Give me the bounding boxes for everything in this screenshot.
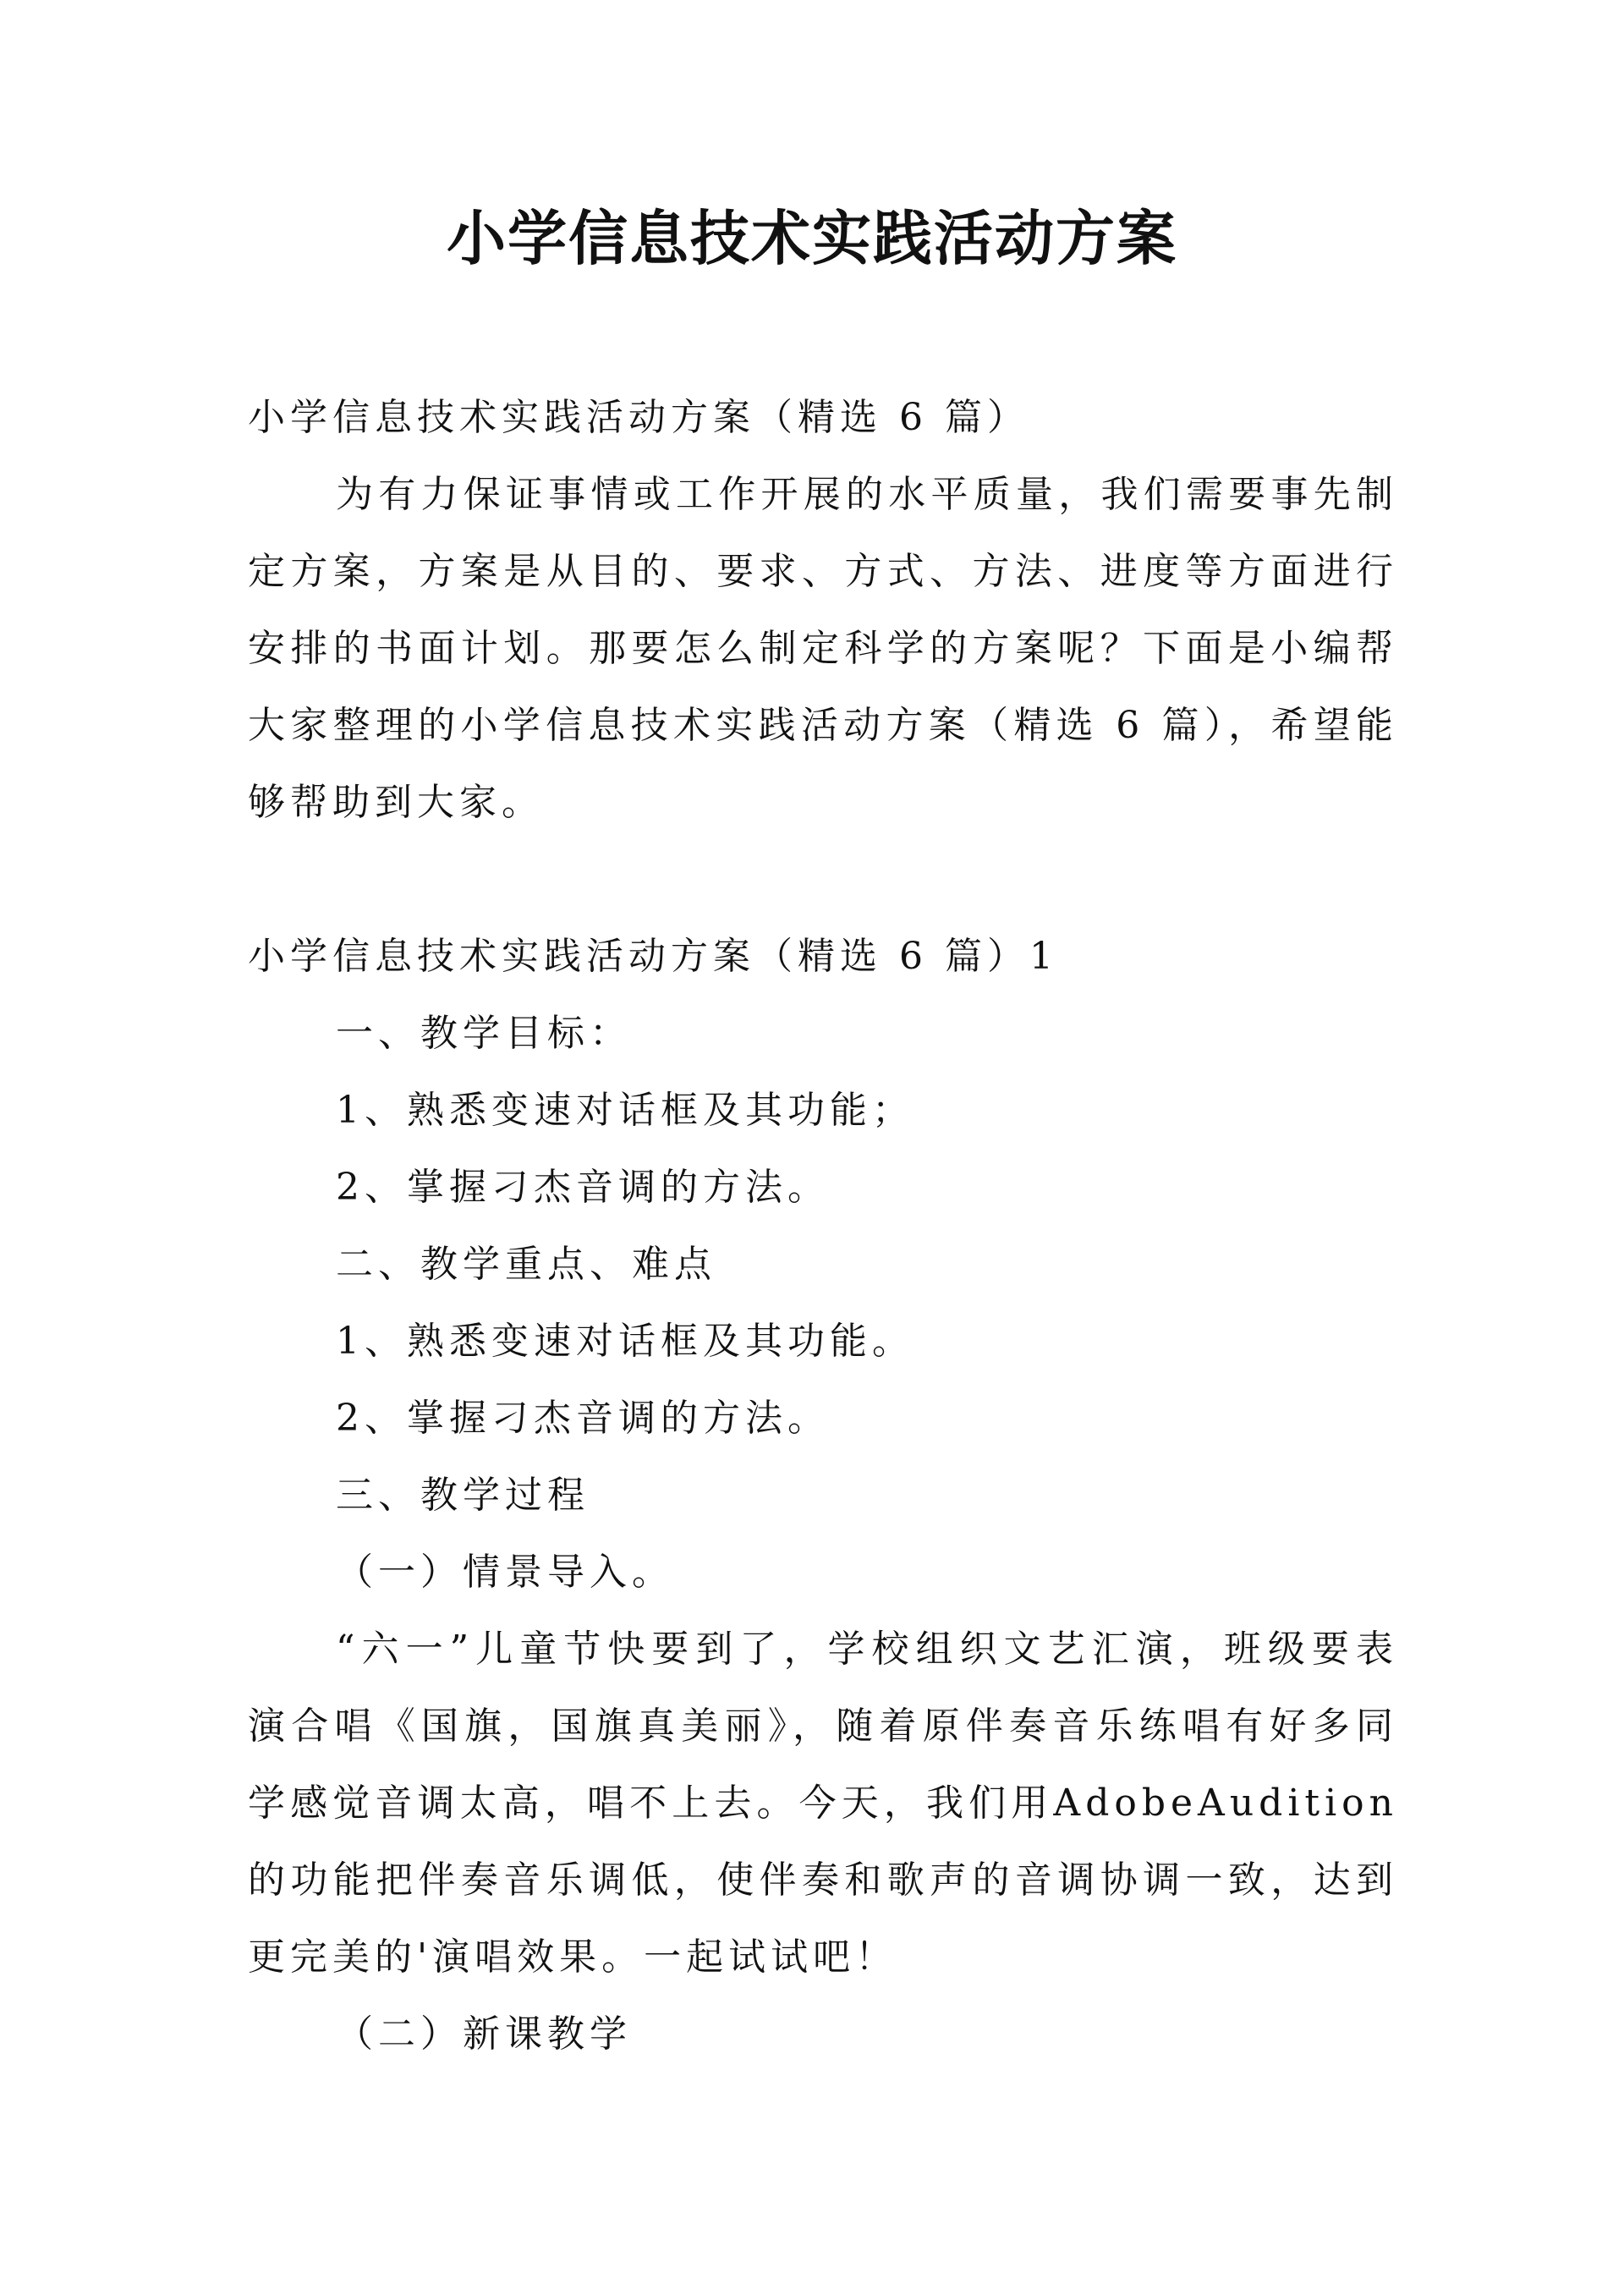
section-heading: 小学信息技术实践活动方案（精选 6 篇）1 xyxy=(248,935,1058,978)
document-body xyxy=(248,379,1398,2073)
intro-paragraph: 为有力保证事情或工作开展的水平质量，我们需要事先制定方案，方案是从目的、要求、方式、方法、进度等方面进行安排的书面计划。那要怎么制定科学的方案呢？下面是小编帮大家整理的小学信息技术实践活动方案（精选 6 篇），希望能够帮助到大家。 xyxy=(248,473,1398,824)
paragraph-gap xyxy=(248,841,1398,918)
list-item: 1、熟悉变速对话框及其功能。 xyxy=(336,1320,914,1363)
list-item: 1、熟悉变速对话框及其功能； xyxy=(336,1089,914,1132)
list-item: 三、教学过程 xyxy=(336,1474,590,1517)
document-subtitle: 小学信息技术实践活动方案（精选 6 篇） xyxy=(248,396,1029,439)
document-title: 小学信息技术实践活动方案 xyxy=(447,204,1177,273)
scenario-paragraph: “六一”儿童节快要到了，学校组织文艺汇演，班级要表演合唱《国旗，国旗真美丽》，随着原伴奏音乐练唱有好多同学感觉音调太高，唱不上去。今天，我们用AdobeAudition 的功能把伴奏音乐调低，使伴奏和歌声的音调协调一致，达到更完美的'演唱效果。一起试试吧！ xyxy=(248,1628,1398,1979)
list-item: （一）情景导入。 xyxy=(336,1551,674,1594)
list-item: 2、掌握刁杰音调的方法。 xyxy=(336,1166,830,1209)
list-item: 一、教学目标： xyxy=(336,1012,632,1055)
new-lesson-heading: （二）新课教学 xyxy=(336,2012,632,2056)
list-item: 2、掌握刁杰音调的方法。 xyxy=(336,1397,830,1440)
list-item: 二、教学重点、难点 xyxy=(336,1243,716,1286)
